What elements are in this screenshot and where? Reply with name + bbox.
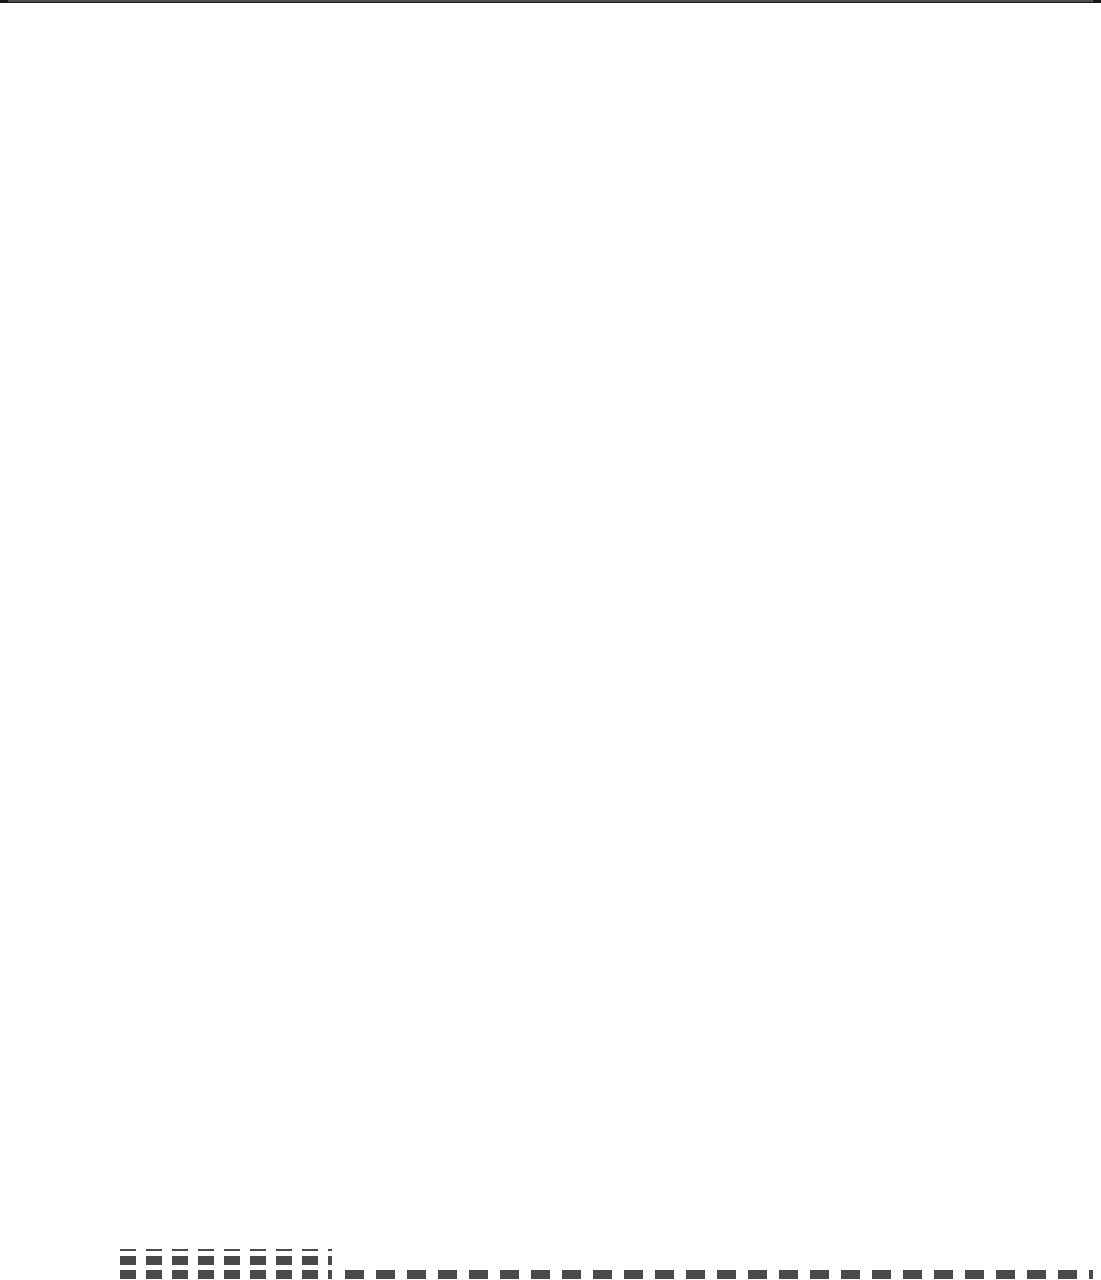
cutoff-text-artifact (345, 1270, 1093, 1279)
cutoff-content-artifact (120, 1249, 332, 1279)
table-bottom-rule (8, 0, 1093, 2)
